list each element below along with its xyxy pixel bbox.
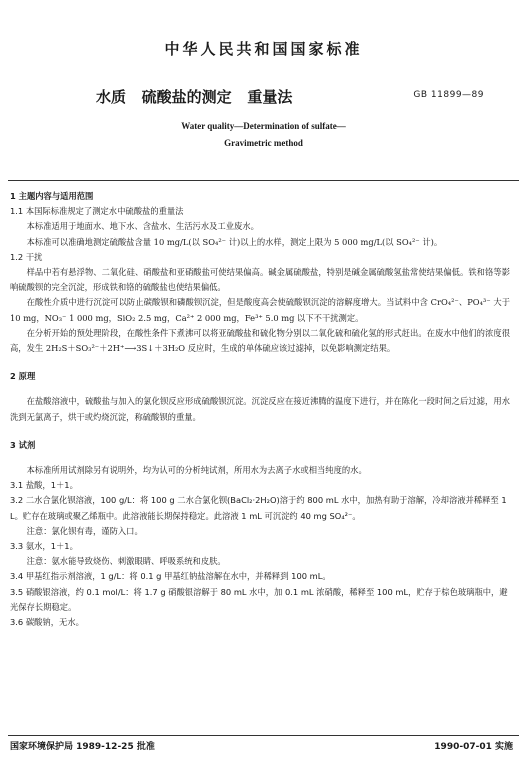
approval-date: 国家环境保护局 1989-12-25 批准 [10,742,155,752]
spacer [10,453,510,463]
spacer [10,425,510,435]
paragraph: 本标准所用试剂除另有说明外，均为认可的分析纯试剂，所用水为去离子水或相当纯度的水。 [26,465,367,476]
clause: 3.3 氨水，1＋1。 [10,541,78,552]
clause: 3.5 硝酸银溶液，约 0.1 mol/L：将 1.7 g 硝酸银溶解于 80 mL 水中，加 0.1 mL 浓硝酸，稀释至 100 mL，贮存于棕色玻璃瓶中，避光保存长期稳定。 [10,586,508,612]
paragraph: 在盐酸溶液中，硫酸盐与加入的氯化钡反应形成硫酸钡沉淀。沉淀反应在接近沸腾的温度下进行，并在陈化一段时间之后过滤，用水洗到无氯离子，烘干或灼烧沉淀，称硫酸钡的重量。 [10,396,510,422]
title-english [0,118,527,152]
standard-code: GB 11899—89 [413,90,484,100]
section-heading: 2 原理 [10,371,36,382]
title-english-line-1: Water quality—Determination of sulfate— [181,121,346,131]
paragraph: 在分析开始的预处理阶段，在酸性条件下煮沸可以将亚硫酸盐和硫化物分别以二氧化硫和硫化氢的形式赶出。在废水中他们的浓度很高，发生 2H₂S＋SO₃²⁻＋2H⁺⟶3S↓＋3H₂O 反应时，生成的单体硫应该过滤掉，以免影响测定结果。 [10,327,510,354]
implementation-date: 1990-07-01 实施 [434,742,513,752]
clause: 1.2 干扰 [10,251,43,262]
clause: 3.6 碳酸钠，无水。 [10,617,84,628]
note-line: 本标准适用于地面水、地下水、含盐水、生活污水及工业废水。 [26,221,259,232]
clause: 1.1 本国际标准规定了测定水中硫酸盐的重量法 [10,206,184,217]
document-body [10,186,510,630]
footer-divider [8,735,519,736]
section-heading: 1 主题内容与适用范围 [10,191,94,201]
section-heading: 3 试剂 [10,439,36,450]
clause: 3.4 甲基红指示剂溶液，1 g/L：将 0.1 g 甲基红钠盐溶解在水中，并稀释到 100 mL。 [10,571,331,582]
standard-name: 中华人民共和国国家标准 [164,40,363,58]
note-line: 注意：氯化钡有毒，谨防入口。 [26,525,143,536]
clause: 3.2 二水合氯化钡溶液，100 g/L：将 100 g 二水合氯化钡(BaCl₂·2H₂O)溶于约 800 mL 水中，加热有助于溶解，冷却溶液并稀释至 1 L。贮存在玻璃或聚乙烯瓶中。此溶液能长期保持稳定。此溶液 1 mL 可沉淀约 40 mg SO₄²⁻。 [10,495,507,521]
spacer [10,356,510,366]
clause: 3.1 盐酸，1＋1。 [10,480,78,491]
paragraph: 样品中若有悬浮物、二氧化硅、硝酸盐和亚硝酸盐可使结果偏高。碱金属硫酸盐，特别是碱金属硫酸氢盐常使结果偏低。铁和铬等影响硫酸钡的完全沉淀，形成铁和铬的硫酸盐也使结果偏低。 [10,267,510,293]
title-chinese: 水质 硫酸盐的测定 重量法 [96,88,293,106]
paragraph: 在酸性介质中进行沉淀可以防止碳酸钡和磷酸钡沉淀，但是酸度高会使硫酸钡沉淀的溶解度增大。当试料中含 CrO₄²⁻、PO₄³⁻ 大于 10 mg，NO₃⁻ 1 000 mg，SiO₂ 2.5 mg，Ca²⁺ 2 000 mg，Fe³⁺ 5.0 mg 以下不干扰测定。 [10,297,510,323]
paragraph: 本标准可以准确地测定硫酸盐含量 10 mg/L(以 SO₄²⁻ 计)以上的水样，测定上限为 5 000 mg/L(以 SO₄²⁻ 计)。 [26,236,443,247]
header-divider [8,180,519,181]
title-english-line-2: Gravimetric method [224,138,303,148]
spacer [10,384,510,394]
note-line: 注意：氨水能导致烧伤、刺激眼睛、呼吸系统和皮肤。 [26,556,226,567]
